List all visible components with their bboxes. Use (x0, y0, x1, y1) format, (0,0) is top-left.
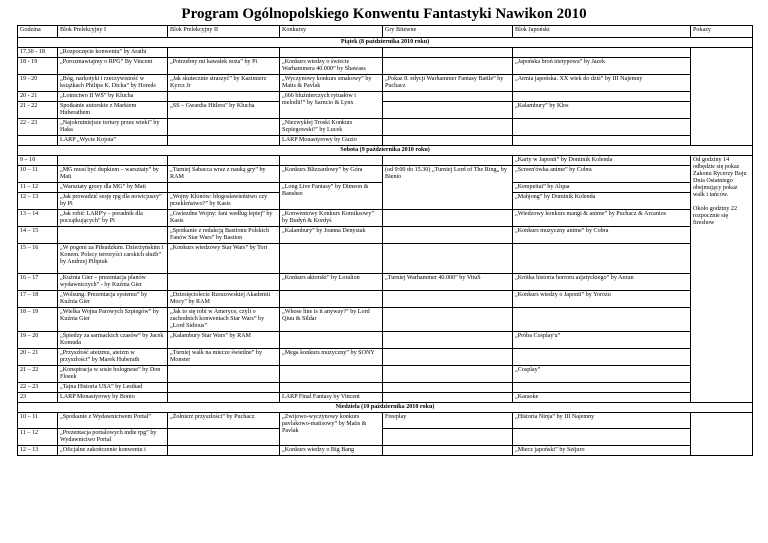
event-cell: „Kalambury” by Joanna Denysiak (280, 227, 383, 244)
event-cell: „Karty w Japonii” by Dominik Kolenda (513, 156, 691, 166)
time-cell: 21 – 22 (18, 366, 58, 383)
col-header-time: Godzina (18, 26, 58, 38)
event-cell: Freeplay (383, 413, 513, 429)
event-cell: „Konkurs wiedzowy Star Wars” by Tori (168, 244, 280, 274)
table-row (18, 393, 753, 403)
table-row (18, 429, 753, 446)
event-cell: „Jak to się robi w Ameryce, czyli o zachodnich konwentach Star Wars” by „Lord Sidious” (168, 308, 280, 332)
table-row (18, 274, 753, 291)
event-cell: „666 bluźnierczych rytuałów i melodii!” by Sarncio & Lynx (280, 92, 383, 119)
event-cell: „SS – Gwardia Hitlera” by Klucha (168, 102, 280, 119)
event-cell: „Wiedzowy konkurs mangi & anime” by Puchacz & Arcanios (513, 210, 691, 227)
table-row (18, 102, 753, 119)
table-row (18, 308, 753, 332)
table-row (18, 75, 753, 92)
time-cell: 22 – 23 (18, 383, 58, 393)
event-cell: „Kalambury” by Klos (513, 102, 691, 119)
event-cell: „Zwijowo-wyczynowy konkurs pavlakowo-matisowy” by Matis & Pavlak (280, 413, 383, 446)
time-cell: 14 – 15 (18, 227, 58, 244)
event-cell: „Porozmawiajmy o RPG” By Vincent (58, 58, 168, 75)
time-cell: 20 – 21 (18, 349, 58, 366)
event-cell: „Próba Cosplay'u” (513, 332, 691, 349)
time-cell: 12 – 13 (18, 446, 58, 456)
event-cell: „Wojny Klonów: błogosławieństwo czy przekleństwo?” by Kasis (168, 193, 280, 210)
event-cell: „Miecz japoński” by Seijuro (513, 446, 691, 456)
shows-cell (691, 48, 753, 146)
event-cell: „Japońska broń nietypowa” by Jacek (513, 58, 691, 75)
event-cell: „Potrzebny mi kawałek noża” by Pi (168, 58, 280, 75)
table-row (18, 136, 753, 146)
event-cell: „Kuźnia Gier – prezentacja planów wydawniczych” - by Kuźnia Gier (58, 274, 168, 291)
event-cell: „MG musi być dupkiem – warsztaty” by Mati (58, 166, 168, 183)
time-cell: 17.30 - 18 (18, 48, 58, 58)
event-cell: „Whose line is it anyway?” by Lord Qiuu & Sildar (280, 308, 383, 332)
event-cell: „Najokrutniejsze tortury przez wieki” by Haka (58, 119, 168, 136)
day-heading: Piątek (8 października 2010 roku) (18, 38, 753, 48)
time-cell: 23 (18, 393, 58, 403)
event-cell: „Wolsung. Prezentacja systemu” by Kuźnia Gier (58, 291, 168, 308)
event-cell: „Żołnierz przyszłości” by Puchacz (168, 413, 280, 429)
time-cell: 18 – 19 (18, 308, 58, 332)
table-row (18, 92, 753, 102)
col-header-japanese: Blok Japoński (513, 26, 691, 38)
table-row (18, 210, 753, 227)
time-cell: 10 – 11 (18, 166, 58, 183)
time-cell: 11 – 12 (18, 429, 58, 446)
event-cell: „Historia Ninja” by III Najemny (513, 413, 691, 429)
time-cell: 20 - 21 (18, 92, 58, 102)
event-cell: „Turniej Warhammer 40.000” by VituŚ (383, 274, 513, 291)
event-cell: „Screen'ówka anime” by Cobra (513, 166, 691, 183)
table-row (18, 244, 753, 274)
time-cell: 19 - 20 (18, 75, 58, 92)
shows-cell (691, 413, 753, 456)
time-cell: 17 – 18 (18, 291, 58, 308)
event-cell: „Lotnictwo II WŚ” by Klucha (58, 92, 168, 102)
event-cell: LARP Monastyrowy by Bonio (58, 393, 168, 403)
day-row-friday (18, 38, 753, 48)
event-cell: „Jak robić LARP'y – poradnik dla początkujących” by Pi (58, 210, 168, 227)
event-cell: „Armia japońska. XX wiek do dziś” by III Najemny (513, 75, 691, 92)
time-cell: 12 – 13 (18, 193, 58, 210)
time-cell: 19 – 20 (18, 332, 58, 349)
table-row (18, 446, 753, 456)
event-cell: „Karaoke (513, 393, 691, 403)
header-row (18, 26, 753, 38)
event-cell: „Mahjong” by Dominik Kolenda (513, 193, 691, 210)
day-heading: Niedziela (10 października 2010 roku) (18, 403, 753, 413)
event-cell: LARP Monastyrowy by Guzio (280, 136, 383, 146)
event-cell: „Kempeitai” by Alqua (513, 183, 691, 193)
event-cell: „Spotkanie z redakcją Bastionu Polskich Fanów Star Wars” by Bastion (168, 227, 280, 244)
time-cell: 11 – 12 (18, 183, 58, 193)
day-row-saturday (18, 146, 753, 156)
event-cell: „Konspiracja w sosie bolognese” by Don Floeek (58, 366, 168, 383)
table-row (18, 156, 753, 166)
table-row (18, 413, 753, 429)
table-row (18, 227, 753, 244)
time-cell: 9 – 10 (18, 156, 58, 166)
time-cell: 10 – 11 (18, 413, 58, 429)
event-cell: „W pogoni za Piłsudzkim. Dzierżyńskim i Konem. Polscy terroryści carskich służb” by Andrzej Pilipiuk (58, 244, 168, 274)
time-cell: 21 - 22 (18, 102, 58, 119)
event-cell: „Konkurs muzyczny anime” by Cobra (513, 227, 691, 244)
event-cell: „Jak prowadzić sesję rpg dla nowicjuszy” by Pi (58, 193, 168, 210)
event-cell: „Turniej walk na miecze świetlne” by Monster (168, 349, 280, 366)
event-cell: „Konkurs aktorski” by Loralion (280, 274, 383, 291)
event-cell: „Wyczynowy konkurs smakowy” by Matis & Pavlak (280, 75, 383, 92)
event-cell: „Bóg, narkotyki i rzeczywistość w książkach Philipa K. Dicka” by Horeds (58, 75, 168, 92)
col-header-block1: Blok Prelekcyjny I (58, 26, 168, 38)
event-cell: „Spotkanie z Wydawnictwem Portal” (58, 413, 168, 429)
event-cell: „Warsztaty grozy dla MG” by Mati (58, 183, 168, 193)
event-cell: Spotkanie autorskie z Markiem Huberathem (58, 102, 168, 119)
event-cell: „Konkurs wiedzy o świecie Warhammera 40.000” by Shawass (280, 58, 383, 75)
schedule-table (17, 25, 753, 456)
event-cell: „Gwiezdne Wojny: fani według lepiej” by Kasis (168, 210, 280, 227)
event-cell: LARP Final Fantasy by Vincent (280, 393, 383, 403)
event-cell: „Pokaz 8. edycji Warhammer Fantasy Battle” by Puchacz (383, 75, 513, 92)
event-cell: „Prezentacja portalowych indie rpg” by Wydawnictwo Portal (58, 429, 168, 446)
event-cell: „Jak skutecznie straszyć” by Kazimierz Kyrcz Jr (168, 75, 280, 92)
day-heading: Sobota (9 października 2010 roku) (18, 146, 753, 156)
time-cell: 15 – 16 (18, 244, 58, 274)
event-cell: „Rozpoczęcie konwentu” by Arathi (58, 48, 168, 58)
event-cell: „Konkurs wiedzy o Japonii” by Yorozu (513, 291, 691, 308)
time-cell: 13 – 14 (18, 210, 58, 227)
event-cell: „Cosplay” (513, 366, 691, 383)
event-cell: „Konkurs wiedzy o Big Bang (280, 446, 383, 456)
table-row (18, 366, 753, 383)
event-cell: „Wielka Wojna Parowych Szpiegów” by Kuźnia Gier (58, 308, 168, 332)
page-title: Program Ogólnopolskiego Konwentu Fantastyki Nawikon 2010 (181, 6, 587, 22)
event-cell: „Oficjalne zakończenie konwentu i (58, 446, 168, 456)
event-cell: (od 9:00 do 15.30) „Turniej Lord of The Ring„ by Bienio (383, 166, 513, 210)
event-cell: „Krótka historia horroru azjatyckiego” by Aezan (513, 274, 691, 291)
table-row (18, 291, 753, 308)
event-cell: „Turniej Sabacca wraz z nauką gry” by RAM (168, 166, 280, 183)
col-header-shows: Pokazy (691, 26, 753, 38)
event-cell: LARP „Wycie Kojota” (58, 136, 168, 146)
table-row (18, 332, 753, 349)
event-cell: „Przyszłość ateizmu, ateizm w przyszłości” by Marek Huberath (58, 349, 168, 366)
event-cell: „Niezwykłej Troski Konkurs Szpiegowski!” by Lucek (280, 119, 383, 136)
event-cell: „Dziesięciolecie Rzeszowskiej Akademii Mocy” by RAM (168, 291, 280, 308)
event-cell: „Tajna Historia USA” by Lesthad (58, 383, 168, 393)
time-cell: 16 – 17 (18, 274, 58, 291)
event-cell: „Konkurs Blizzardowy” by Góra (280, 166, 383, 183)
shows-cell: Od godziny 14 odbędzie się pokaz Zakonu Rycerzy Boju Dnia Ostatniego obejmujący pokaz walk i tańców. Około godziny 22 rozpocznie się fireshow (691, 156, 753, 403)
event-cell: „Mega konkurs muzyczny” by SONY (280, 349, 383, 366)
table-row (18, 349, 753, 366)
time-cell: 22 - 23 (18, 119, 58, 136)
table-row (18, 48, 753, 58)
event-cell: „Konwentowy Konkurs Komiksowy” by Budyń & Kordyś (280, 210, 383, 227)
col-header-wargames: Gry Bitewne (383, 26, 513, 38)
day-row-sunday (18, 403, 753, 413)
table-row (18, 119, 753, 136)
event-cell: „Śpiedzy za sarmackich czasów” by Jacek Komuda (58, 332, 168, 349)
table-row (18, 383, 753, 393)
col-header-block2: Blok Prelekcyjny II (168, 26, 280, 38)
col-header-contests: Konkursy (280, 26, 383, 38)
event-cell: „Kalambury Star Wars” by RAM (168, 332, 280, 349)
table-row (18, 58, 753, 75)
table-row (18, 166, 753, 183)
time-cell: 18 - 19 (18, 58, 58, 75)
event-cell: „Long Live Fantasy” by Dimeon & Banshee (280, 183, 383, 210)
